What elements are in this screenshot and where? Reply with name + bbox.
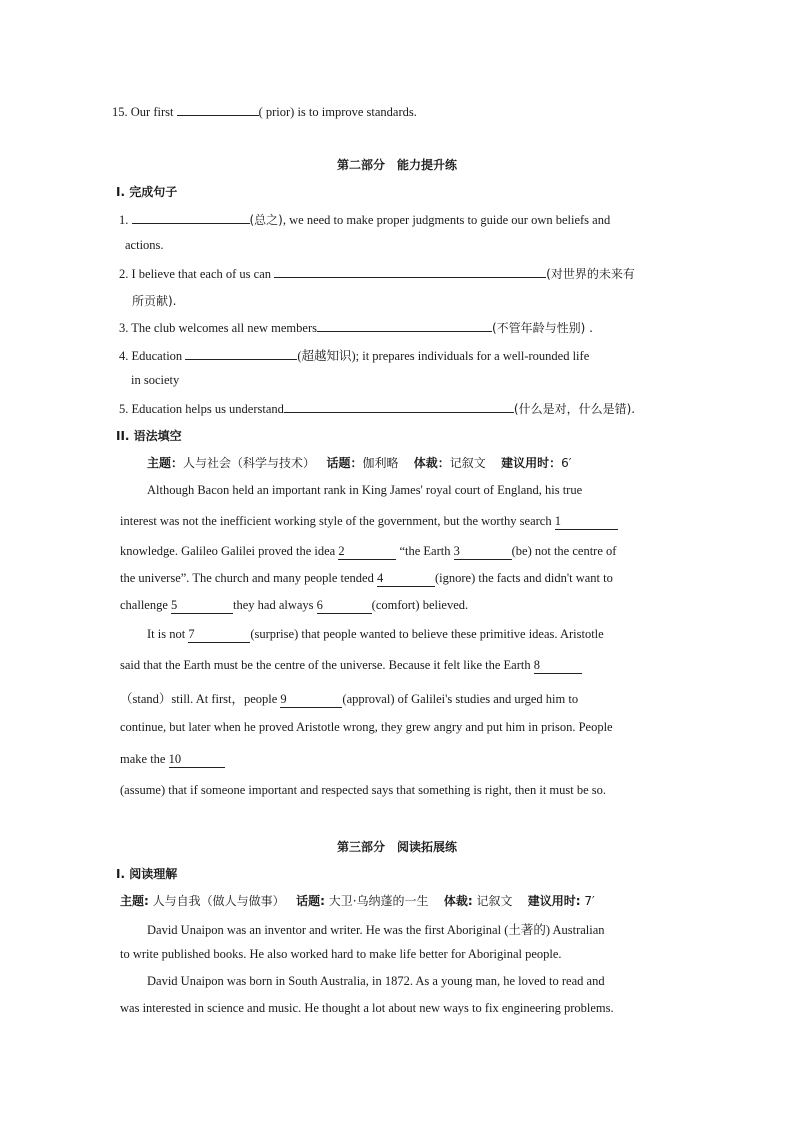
passage1-line <box>120 544 616 560</box>
topic-value: 大卫·乌纳蓬的一生 <box>324 894 429 908</box>
reading-line: was interested in science and music. He thought a lot about new ways to fix engineering problems. <box>120 1001 614 1015</box>
sentence-1-text: , we need to make proper judgments to guide our own beliefs and <box>282 213 611 227</box>
section-grammar-fill: II. 语法填空 <box>116 429 182 443</box>
passage-text: knowledge. Galileo Galilei proved the idea <box>120 544 339 558</box>
answer-blank-8 <box>534 658 582 674</box>
passage-text: It is not <box>147 627 189 641</box>
genre-value: 记叙文 <box>449 456 486 470</box>
passage2-line: (assume) that if someone important and respected says that something is right, then it must be so. <box>120 783 607 797</box>
topic-value: 伽利略 <box>362 456 399 470</box>
passage-text: “the Earth <box>396 544 454 558</box>
part3-title: 第三部分 阅读拓展练 <box>336 840 457 854</box>
sentence-4-continued: in society <box>131 373 180 387</box>
blank-number: 1 <box>554 514 561 528</box>
question-15-number: 15. Our first <box>112 105 177 119</box>
blank-number: 8 <box>533 658 540 672</box>
sentence-3-text: 3. The club welcomes all new members <box>119 321 317 335</box>
theme-value: 人与自我（做人与做事） <box>148 894 285 908</box>
reading-line: David Unaipon was born in South Australia, in 1872. As a young man, he loved to read and <box>147 974 605 988</box>
passage-text: the universe”. The church and many people tended <box>120 571 377 585</box>
answer-blank <box>284 400 514 413</box>
answer-blank <box>177 103 259 116</box>
time-label: 建议用时： <box>501 456 562 470</box>
passage2-line <box>120 658 582 674</box>
passage-text: make the <box>120 752 169 766</box>
passage1-line <box>120 598 468 614</box>
time-label: 建议用时: <box>527 894 581 908</box>
answer-blank-2 <box>338 544 396 560</box>
sentence-5-text: 5. Education helps us understand <box>119 402 284 416</box>
theme-line <box>120 892 595 909</box>
sentence-5 <box>119 400 635 417</box>
passage-text: （stand）still. At first，people <box>120 692 281 706</box>
passage2-line <box>147 627 604 643</box>
passage-text: (ignore) the facts and didn't want to <box>434 571 613 585</box>
passage-text: (surprise) that people wanted to believe these primitive ideas. Aristotle <box>250 627 604 641</box>
sentence-1-continued: actions. <box>125 238 164 252</box>
passage1-line <box>120 571 613 587</box>
blank-number: 10 <box>168 752 182 766</box>
topic-label: 话题： <box>326 456 363 470</box>
time-value: 6′ <box>561 456 572 470</box>
theme-label: 主题: <box>120 894 149 908</box>
sentence-2-hint: (对世界的未来有 <box>546 267 635 281</box>
sentence-2-text: 2. I believe that each of us can <box>119 267 275 281</box>
sentence-5-hint: (什么是对，什么是错). <box>513 402 636 416</box>
answer-blank <box>317 319 492 332</box>
answer-blank-9 <box>280 692 342 708</box>
sentence-4-number: 4. Education <box>119 349 186 363</box>
genre-value: 记叙文 <box>472 894 513 908</box>
passage-text: (comfort) believed. <box>371 598 469 612</box>
sentence-1 <box>119 211 610 228</box>
passage-text: interest was not the inefficient working style of the government, but the worthy search <box>120 514 555 528</box>
reading-line: David Unaipon was an inventor and writer. He was the first Aboriginal (土著的) Australian <box>147 923 605 937</box>
sentence-3-hint: (不管年龄与性别) . <box>491 321 593 335</box>
answer-blank-6 <box>317 598 372 614</box>
genre-label: 体裁: <box>443 894 473 908</box>
answer-blank-10 <box>169 752 225 768</box>
passage-text: said that the Earth must be the centre of the universe. Because it felt like the Earth <box>120 658 534 672</box>
passage-text: challenge <box>120 598 172 612</box>
theme-label: 主题： <box>147 456 184 470</box>
answer-blank-3 <box>454 544 512 560</box>
question-15 <box>112 103 417 120</box>
passage1-line: Although Bacon held an important rank in King James' royal court of England, his true <box>147 483 583 497</box>
answer-blank-4 <box>377 571 435 587</box>
sentence-4-text: (超越知识); it prepares individuals for a well-rounded life <box>297 349 590 363</box>
section-complete-sentences: I. 完成句子 <box>116 185 178 199</box>
topic-label: 话题: <box>296 894 325 908</box>
answer-blank-1 <box>555 514 618 530</box>
passage2-line: continue, but later when he proved Aristotle wrong, they grew angry and put him in prison. People <box>120 720 613 734</box>
question-15-text: ( prior) is to improve standards. <box>258 105 417 119</box>
sentence-2-continued: 所贡献). <box>132 294 177 308</box>
passage2-line <box>120 689 578 708</box>
blank-number: 5 <box>171 598 178 612</box>
blank-number: 3 <box>453 544 460 558</box>
theme-value: 人与社会（科学与技术） <box>183 456 316 470</box>
blank-number: 6 <box>316 598 323 612</box>
answer-blank-5 <box>171 598 233 614</box>
blank-number: 2 <box>338 544 345 558</box>
passage-text: (approval) of Galilei's studies and urged him to <box>342 692 579 706</box>
answer-blank-7 <box>188 627 250 643</box>
time-value: 7′ <box>580 894 595 908</box>
section-reading: I. 阅读理解 <box>116 867 178 881</box>
blank-number: 4 <box>376 571 384 585</box>
theme-line <box>147 454 571 471</box>
genre-label: 体裁： <box>413 456 450 470</box>
sentence-4 <box>119 346 589 364</box>
part2-title: 第二部分 能力提升练 <box>336 158 457 172</box>
sentence-1-number: 1. <box>119 213 132 227</box>
passage-text: (be) not the centre of <box>511 544 617 558</box>
blank-number: 7 <box>188 627 195 641</box>
passage2-line <box>120 752 225 768</box>
sentence-2 <box>119 265 635 282</box>
blank-number: 9 <box>280 692 287 706</box>
sentence-3 <box>119 319 593 336</box>
sentence-1-hint: (总之) <box>249 213 283 227</box>
answer-blank <box>274 265 546 278</box>
answer-blank <box>185 347 297 360</box>
passage-text: they had always <box>233 598 317 612</box>
passage1-line <box>120 514 618 530</box>
reading-line: to write published books. He also worked hard to make life better for Aboriginal people. <box>120 947 562 961</box>
answer-blank <box>132 211 250 224</box>
